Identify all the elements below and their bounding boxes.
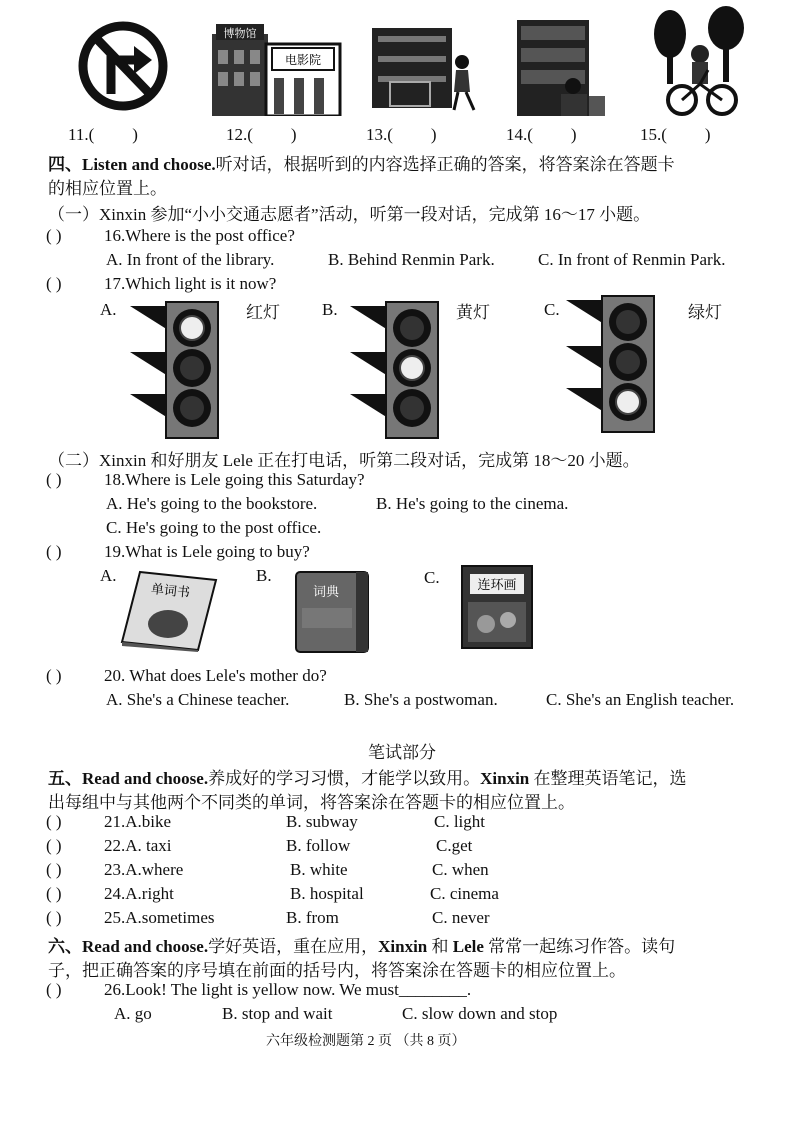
- answer-15[interactable]: [640, 125, 711, 145]
- q17-question: 17.Which light is it now?: [104, 274, 277, 293]
- section6-title-name2: Lele: [452, 937, 484, 956]
- section4-part1: （一）Xinxin 参加“小小交通志愿者”活动，听第一段对话，完成第 16～17 小题。: [48, 205, 651, 224]
- answer-11[interactable]: [68, 125, 138, 145]
- q22-option-a: 22.A. taxi: [104, 836, 172, 855]
- q17-option-a-label: A.: [100, 300, 117, 319]
- q21-option-b: B. subway: [286, 812, 358, 831]
- q19-question: 19.What is Lele going to buy?: [104, 542, 310, 561]
- section4-title-en: Listen and choose.: [82, 155, 216, 174]
- q17-option-b-label: B.: [322, 300, 338, 319]
- answer-15-label: 15.(: [640, 125, 667, 144]
- answer-13-close: ): [430, 125, 437, 144]
- answer-14-close: ): [570, 125, 577, 144]
- q18-question: 18.Where is Lele going this Saturday?: [104, 470, 365, 489]
- q19-comic-book-image: [460, 564, 534, 650]
- q26-answer-paren[interactable]: ( ): [46, 980, 62, 999]
- q25-option-a: 25.A.sometimes: [104, 908, 215, 927]
- answer-12-label: 12.(: [226, 125, 253, 144]
- q26-blank[interactable]: ________.: [398, 980, 472, 999]
- answer-12-close: ): [290, 125, 297, 144]
- section6-title-cn3: 常常一起练习作答。读句: [488, 937, 676, 956]
- q17-yellow-light-label: 黄灯: [456, 303, 490, 322]
- q24-option-b: B. hospital: [290, 884, 364, 903]
- answer-13[interactable]: [366, 125, 437, 145]
- answer-13-label: 13.(: [366, 125, 393, 144]
- q17-traffic-light-b-yellow: [350, 300, 450, 440]
- boy-riding-bike-trees-image: [648, 4, 748, 118]
- q25-option-b: B. from: [286, 908, 339, 927]
- q17-option-c-label: C.: [544, 300, 560, 319]
- q20-option-c: C. She's an English teacher.: [546, 690, 735, 709]
- answer-14[interactable]: [506, 125, 577, 145]
- q16-answer-paren[interactable]: ( ): [46, 226, 62, 245]
- section4-title-cn: 听对话，根据听到的内容选择正确的答案，将答案涂在答题卡: [215, 155, 675, 174]
- section5-title-line2: 出每组中与其他两个不同类的单词，将答案涂在答题卡的相应位置上。: [48, 793, 575, 812]
- q18-option-a: A. He's going to the bookstore.: [106, 494, 318, 513]
- q19-option-c-label: C.: [424, 568, 440, 587]
- q20-option-b: B. She's a postwoman.: [344, 690, 498, 709]
- q19-word-book-image: [118, 570, 220, 652]
- q22-option-b: B. follow: [286, 836, 351, 855]
- library-bookshelf-image: [515, 18, 607, 118]
- q17-answer-paren[interactable]: ( ): [46, 274, 62, 293]
- q16-option-b: B. Behind Renmin Park.: [328, 250, 495, 269]
- q23-option-c: C. when: [432, 860, 489, 879]
- q25-answer-paren[interactable]: ( ): [46, 908, 62, 927]
- section5-title-cn2: 在整理英语笔记，选: [533, 769, 687, 788]
- section6-title-name1: Xinxin: [378, 937, 428, 956]
- q19-option-a-label: A.: [100, 566, 117, 585]
- answer-12[interactable]: [226, 125, 297, 145]
- section6-num: 六、: [48, 937, 82, 956]
- section5-num: 五、: [48, 769, 82, 788]
- q17-traffic-light-a-red: [130, 300, 230, 440]
- q24-option-c: C. cinema: [430, 884, 499, 903]
- answer-15-close: ): [704, 125, 711, 144]
- no-right-turn-sign-image: [78, 8, 168, 118]
- q21-option-a: 21.A.bike: [104, 812, 172, 831]
- q19-book-b-title: 词典: [312, 585, 340, 600]
- q24-option-a: 24.A.right: [104, 884, 174, 903]
- q18-answer-paren[interactable]: ( ): [46, 470, 62, 489]
- page-footer: 六年级检测题第 2 页 （共 8 页）: [266, 1034, 466, 1049]
- q17-red-light-label: 红灯: [246, 303, 280, 322]
- q26-option-a: A. go: [114, 1004, 152, 1023]
- q26-question: [104, 980, 471, 1000]
- section6-title: [48, 932, 675, 957]
- q22-answer-paren[interactable]: ( ): [46, 836, 62, 855]
- answer-11-label: 11.(: [68, 125, 95, 144]
- q20-question: 20. What does Lele's mother do?: [104, 666, 327, 685]
- museum-sign-text: 博物馆: [223, 27, 257, 40]
- q26-option-b: B. stop and wait: [222, 1004, 333, 1023]
- section6-title-and: 和: [431, 937, 449, 956]
- q17-green-light-label: 绿灯: [688, 303, 722, 322]
- section4-part2: （二）Xinxin 和好朋友 Lele 正在打电话，听第二段对话，完成第 18～20 小题。: [48, 451, 640, 470]
- q26-question-text: 26.Look! The light is yellow now. We must: [104, 980, 399, 999]
- answer-14-label: 14.(: [506, 125, 533, 144]
- museum-cinema-buildings-image: [208, 18, 343, 116]
- q22-option-c: C.get: [436, 836, 473, 855]
- q20-answer-paren[interactable]: ( ): [46, 666, 62, 685]
- q19-answer-paren[interactable]: ( ): [46, 542, 62, 561]
- q16-option-a: A. In front of the library.: [106, 250, 275, 269]
- cinema-sign-text: 电影院: [284, 53, 322, 67]
- q23-answer-paren[interactable]: ( ): [46, 860, 62, 879]
- q16-question: 16.Where is the post office?: [104, 226, 295, 245]
- q18-option-b: B. He's going to the cinema.: [376, 494, 569, 513]
- q16-option-c: C. In front of Renmin Park.: [538, 250, 726, 269]
- q23-option-b: B. white: [290, 860, 348, 879]
- q20-option-a: A. She's a Chinese teacher.: [106, 690, 290, 709]
- written-section-title: 笔试部分: [368, 743, 436, 762]
- q17-traffic-light-c-green: [566, 294, 666, 434]
- section4-num: 四、: [48, 155, 82, 174]
- section5-title-name: Xinxin: [480, 769, 530, 788]
- q18-option-c: C. He's going to the post office.: [106, 518, 322, 537]
- supermarket-shopping-image: [370, 22, 482, 114]
- q19-option-b-label: B.: [256, 566, 272, 585]
- q19-book-c-title: 连环画: [477, 578, 517, 593]
- q26-option-c: C. slow down and stop: [402, 1004, 558, 1023]
- q23-option-a: 23.A.where: [104, 860, 184, 879]
- q21-option-c: C. light: [434, 812, 486, 831]
- section5-title: [48, 764, 687, 789]
- section4-title: [48, 150, 675, 175]
- section6-title-line2: 子，把正确答案的序号填在前面的括号内，将答案涂在答题卡的相应位置上。: [48, 961, 626, 980]
- q24-answer-paren[interactable]: ( ): [46, 884, 62, 903]
- q19-book-a-title: 单词书: [150, 582, 191, 602]
- q25-option-c: C. never: [432, 908, 490, 927]
- section5-title-cn: 养成好的学习习惯，才能学以致用。: [208, 769, 481, 788]
- section6-title-cn: 学好英语，重在应用，: [208, 937, 379, 956]
- q19-dictionary-image: [294, 568, 374, 654]
- section5-title-en: Read and choose.: [82, 769, 209, 788]
- answer-11-close: ): [132, 125, 138, 144]
- section6-title-en: Read and choose.: [82, 937, 209, 956]
- section4-title-line2: 的相应位置上。: [48, 179, 167, 198]
- q21-answer-paren[interactable]: ( ): [46, 812, 62, 831]
